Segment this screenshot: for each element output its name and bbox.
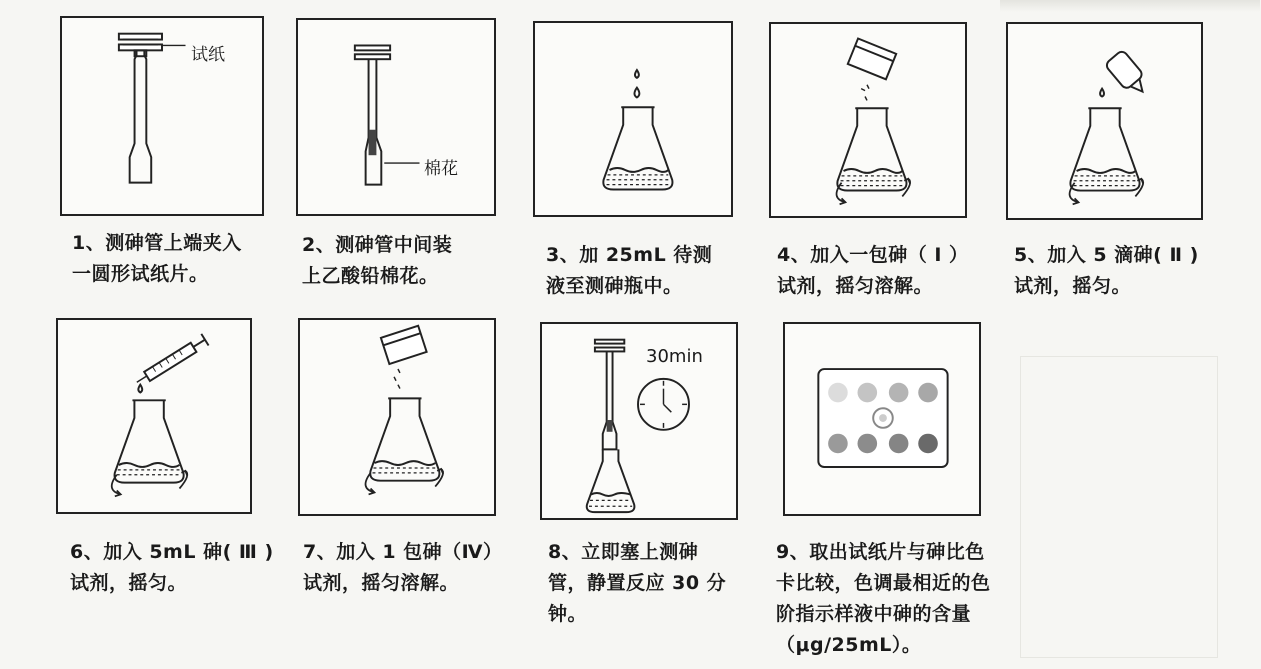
- arsenic-tube-with-paper-illustration: [62, 18, 262, 214]
- step4-panel: [769, 22, 967, 218]
- flask-with-sample-illustration: [535, 23, 731, 215]
- color-comparison-card-illustration: [785, 324, 979, 514]
- step7-caption: 7、加入 1 包砷（Ⅳ） 试剂，摇匀溶解。: [303, 541, 503, 594]
- color-swatch: [858, 434, 878, 454]
- step7-panel: [298, 318, 496, 516]
- stand-reaction-with-timer-illustration: [542, 324, 736, 518]
- step8-caption: 8、立即塞上测砷 管，静置反应 30 分 钟。: [548, 541, 727, 625]
- bleed-through-text: [1000, 0, 1260, 12]
- step1-caption: 1、测砷管上端夹入 一圆形试纸片。: [72, 232, 242, 285]
- step4-caption: 4、加入一包砷（ Ⅰ ） 试剂，摇匀溶解。: [777, 244, 969, 297]
- syringe-add-reagent-illustration: [58, 320, 250, 512]
- timer-label: 30min: [646, 346, 703, 367]
- step9-caption: 9、取出试纸片与砷比色 卡比较，色调最相近的色 阶指示样液中砷的含量 （μg/25mL）。: [776, 541, 991, 656]
- step2-caption: 2、测砷管中间装 上乙酸铅棉花。: [302, 234, 453, 287]
- color-swatch: [918, 434, 938, 454]
- step2-panel: [296, 18, 496, 216]
- arsenic-tube-with-cotton-illustration: [298, 20, 494, 214]
- cotton-label: 棉花: [424, 159, 458, 179]
- step5-caption: 5、加入 5 滴砷( Ⅱ ) 试剂，摇匀。: [1014, 244, 1199, 297]
- color-swatch: [918, 383, 938, 403]
- color-swatch: [889, 383, 909, 403]
- color-swatch: [889, 434, 909, 454]
- color-swatch: [858, 383, 878, 403]
- add-drops-illustration: [1008, 24, 1201, 218]
- add-reagent-packet-illustration: [771, 24, 965, 216]
- step8-panel: [540, 322, 738, 520]
- step5-panel: [1006, 22, 1203, 220]
- step9-panel: [783, 322, 981, 516]
- bleed-through-panel: [1020, 356, 1218, 658]
- step6-caption: 6、加入 5mL 砷( Ⅲ ) 试剂，摇匀。: [70, 541, 274, 594]
- step3-caption: 3、加 25mL 待测 液至测砷瓶中。: [546, 244, 713, 297]
- add-reagent-packet-4-illustration: [300, 320, 494, 514]
- step1-panel: [60, 16, 264, 216]
- test-paper-label: 试纸: [191, 45, 225, 65]
- step3-panel: [533, 21, 733, 217]
- step6-panel: [56, 318, 252, 514]
- color-swatch: [828, 383, 848, 403]
- color-swatch: [828, 434, 848, 454]
